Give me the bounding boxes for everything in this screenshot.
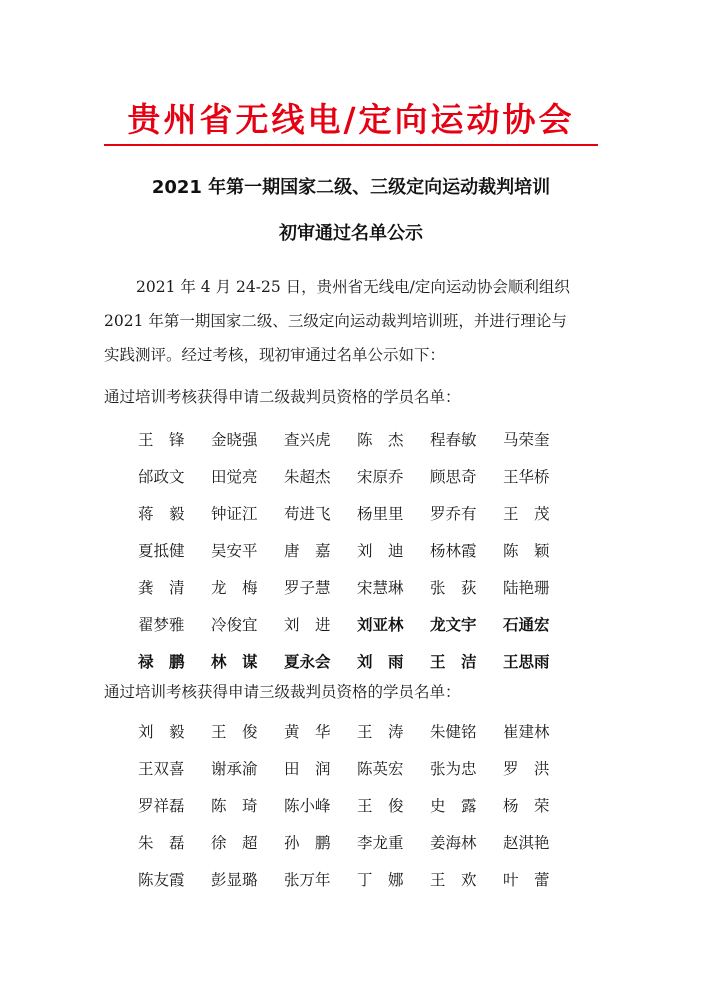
intro-line-1: 2021 年 4 月 24-25 日，贵州省无线电/定向运动协会顺利组织 [136, 278, 570, 296]
trainee-name: 翟梦雅 [138, 615, 185, 634]
trainee-name: 刘亚林 [357, 615, 404, 634]
intro-paragraph [104, 270, 594, 372]
level2-names-grid [138, 420, 578, 679]
trainee-name: 王 俊 [211, 722, 258, 741]
level2-name-row [138, 420, 578, 457]
trainee-name: 宋原乔 [357, 467, 404, 486]
trainee-name: 王 欢 [430, 870, 477, 889]
trainee-name: 徐 超 [211, 833, 258, 852]
trainee-name: 杨里里 [357, 504, 404, 523]
trainee-name: 冷俊宜 [211, 615, 258, 634]
trainee-name: 孙 鹏 [284, 833, 331, 852]
level3-names-grid [138, 712, 578, 897]
level3-section-label: 通过培训考核获得申请三级裁判员资格的学员名单： [104, 683, 461, 701]
trainee-name: 龚 清 [138, 578, 185, 597]
trainee-name: 顾思奇 [430, 467, 477, 486]
trainee-name: 陈小峰 [284, 796, 331, 815]
level3-name-row [138, 860, 578, 897]
trainee-name: 姜海林 [430, 833, 477, 852]
trainee-name: 禄 鹏 [138, 652, 185, 671]
trainee-name: 龙文宇 [430, 615, 477, 634]
trainee-name: 崔建林 [503, 722, 550, 741]
trainee-name: 龙 梅 [211, 578, 258, 597]
organization-header: 贵州省无线电/定向运动协会 [127, 100, 575, 139]
trainee-name: 王 俊 [357, 796, 404, 815]
trainee-name: 刘 毅 [138, 722, 185, 741]
trainee-name: 邰政文 [138, 467, 185, 486]
trainee-name: 罗子慧 [284, 578, 331, 597]
trainee-name: 杨林霞 [430, 541, 477, 560]
trainee-name: 刘 迪 [357, 541, 404, 560]
intro-line-2: 2021 年第一期国家二级、三级定向运动裁判培训班，并进行理论与 [104, 312, 567, 330]
trainee-name: 程春敏 [430, 430, 477, 449]
trainee-name: 王 洁 [430, 652, 477, 671]
trainee-name: 张万年 [284, 870, 331, 889]
trainee-name: 朱健铭 [430, 722, 477, 741]
trainee-name: 夏永会 [284, 652, 331, 671]
trainee-name: 王思雨 [503, 652, 550, 671]
trainee-name: 彭显璐 [211, 870, 258, 889]
trainee-name: 陈友霞 [138, 870, 185, 889]
trainee-name: 叶 蕾 [503, 870, 550, 889]
level3-name-row [138, 823, 578, 860]
trainee-name: 丁 娜 [357, 870, 404, 889]
trainee-name: 王 涛 [357, 722, 404, 741]
trainee-name: 杨 荣 [503, 796, 550, 815]
trainee-name: 夏抵健 [138, 541, 185, 560]
trainee-name: 蒋 毅 [138, 504, 185, 523]
level2-name-row [138, 531, 578, 568]
trainee-name: 王 茂 [503, 504, 550, 523]
trainee-name: 田 润 [284, 759, 331, 778]
trainee-name: 陈 杰 [357, 430, 404, 449]
trainee-name: 查兴虎 [284, 430, 331, 449]
level2-name-row [138, 494, 578, 531]
document-title-line-2: 初审通过名单公示 [279, 223, 423, 244]
trainee-name: 史 露 [430, 796, 477, 815]
trainee-name: 马荣奎 [503, 430, 550, 449]
trainee-name: 陈英宏 [357, 759, 404, 778]
trainee-name: 陆艳珊 [503, 578, 550, 597]
level2-name-row [138, 457, 578, 494]
level2-name-row [138, 605, 578, 642]
trainee-name: 石通宏 [503, 615, 550, 634]
document-title-line-1: 2021 年第一期国家二级、三级定向运动裁判培训 [151, 177, 551, 198]
trainee-name: 刘 雨 [357, 652, 404, 671]
intro-line-3: 实践测评。经过考核，现初审通过名单公示如下： [104, 346, 446, 364]
trainee-name: 王 锋 [138, 430, 185, 449]
trainee-name: 张为忠 [430, 759, 477, 778]
level3-name-row [138, 786, 578, 823]
trainee-name: 朱超杰 [284, 467, 331, 486]
trainee-name: 罗乔有 [430, 504, 477, 523]
trainee-name: 唐 嘉 [284, 541, 331, 560]
trainee-name: 李龙重 [357, 833, 404, 852]
trainee-name: 吴安平 [211, 541, 258, 560]
level3-name-row [138, 712, 578, 749]
level2-name-row [138, 568, 578, 605]
trainee-name: 陈 琦 [211, 796, 258, 815]
level3-name-row [138, 749, 578, 786]
trainee-name: 陈 颖 [503, 541, 550, 560]
header-underline [104, 144, 598, 146]
trainee-name: 林 谋 [211, 652, 258, 671]
trainee-name: 张 荻 [430, 578, 477, 597]
trainee-name: 罗祥磊 [138, 796, 185, 815]
trainee-name: 钟证江 [211, 504, 258, 523]
trainee-name: 王华桥 [503, 467, 550, 486]
level2-name-row [138, 642, 578, 679]
level2-section-label: 通过培训考核获得申请二级裁判员资格的学员名单： [104, 388, 461, 406]
trainee-name: 朱 磊 [138, 833, 185, 852]
trainee-name: 苟进飞 [284, 504, 331, 523]
trainee-name: 田觉亮 [211, 467, 258, 486]
trainee-name: 金晓强 [211, 430, 258, 449]
trainee-name: 罗 洪 [503, 759, 550, 778]
trainee-name: 宋慧琳 [357, 578, 404, 597]
trainee-name: 谢承渝 [211, 759, 258, 778]
trainee-name: 黄 华 [284, 722, 331, 741]
trainee-name: 刘 进 [284, 615, 331, 634]
trainee-name: 赵淇艳 [503, 833, 550, 852]
trainee-name: 王双喜 [138, 759, 185, 778]
